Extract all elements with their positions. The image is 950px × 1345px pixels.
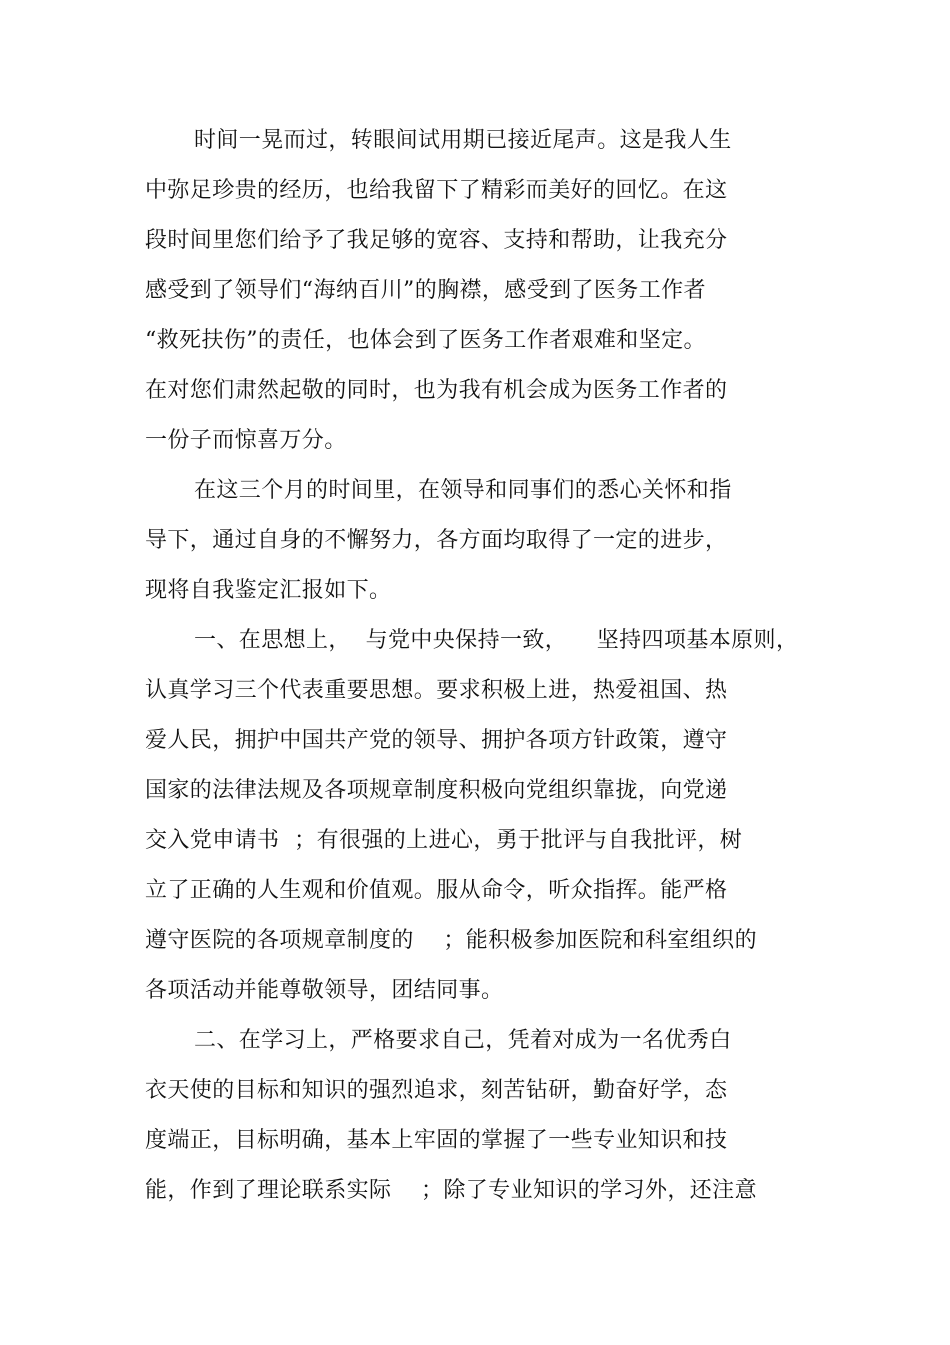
paragraph-line: 度端正，目标明确，基本上牢固的掌握了一些专业知识和技 [145, 1128, 728, 1153]
paragraph-line: 时间一晃而过，转眼间试用期已接近尾声。这是我人生 [194, 128, 732, 153]
paragraph-line: 交入党申请书 ；有很强的上进心，勇于批评与自我批评，树 [145, 828, 743, 853]
paragraph-line: 现将自我鉴定汇报如下。 [145, 578, 392, 603]
paragraph-line: 认真学习三个代表重要思想。要求积极上进，热爱祖国、热 [145, 678, 728, 703]
paragraph-line: “救死扶伤”的责任，也体会到了医务工作者艰难和坚定。 [145, 328, 706, 353]
paragraph-line: 在对您们肃然起敬的同时，也为我有机会成为医务工作者的 [145, 378, 728, 403]
paragraph-line: 爱人民，拥护中国共产党的领导、拥护各项方针政策，遵守 [145, 728, 728, 753]
paragraph-line: 立了正确的人生观和价值观。服从命令，听众指挥。能严格 [145, 878, 728, 903]
paragraph-line: 导下，通过自身的不懈努力，各方面均取得了一定的进步， [145, 528, 728, 553]
paragraph-line: 二、在学习上，严格要求自己，凭着对成为一名优秀白 [194, 1028, 732, 1053]
paragraph-line: 遵守医院的各项规章制度的 ；能积极参加医院和科室组织的 [145, 928, 757, 953]
paragraph-line: 衣天使的目标和知识的强烈追求，刻苦钻研，勤奋好学，态 [145, 1078, 728, 1103]
paragraph-line: 国家的法律法规及各项规章制度积极向党组织靠拢，向党递 [145, 778, 728, 803]
paragraph-line: 一份子而惊喜万分。 [145, 428, 347, 453]
paragraph-line: 在这三个月的时间里，在领导和同事们的悉心关怀和指 [194, 478, 732, 503]
paragraph-line: 感受到了领导们“海纳百川”的胸襟，感受到了医务工作者 [145, 278, 706, 303]
paragraph-line: 能，作到了理论联系实际 ；除了专业知识的学习外，还注意 [145, 1178, 757, 1203]
paragraph-line: 中弥足珍贵的经历，也给我留下了精彩而美好的回忆。在这 [145, 178, 728, 203]
paragraph-line: 各项活动并能尊敬领导，团结同事。 [145, 978, 504, 1003]
paragraph-line: 一、在思想上， 与党中央保持一致， 坚持四项基本原则， [194, 628, 799, 653]
paragraph-line: 段时间里您们给予了我足够的宽容、支持和帮助，让我充分 [145, 228, 728, 253]
